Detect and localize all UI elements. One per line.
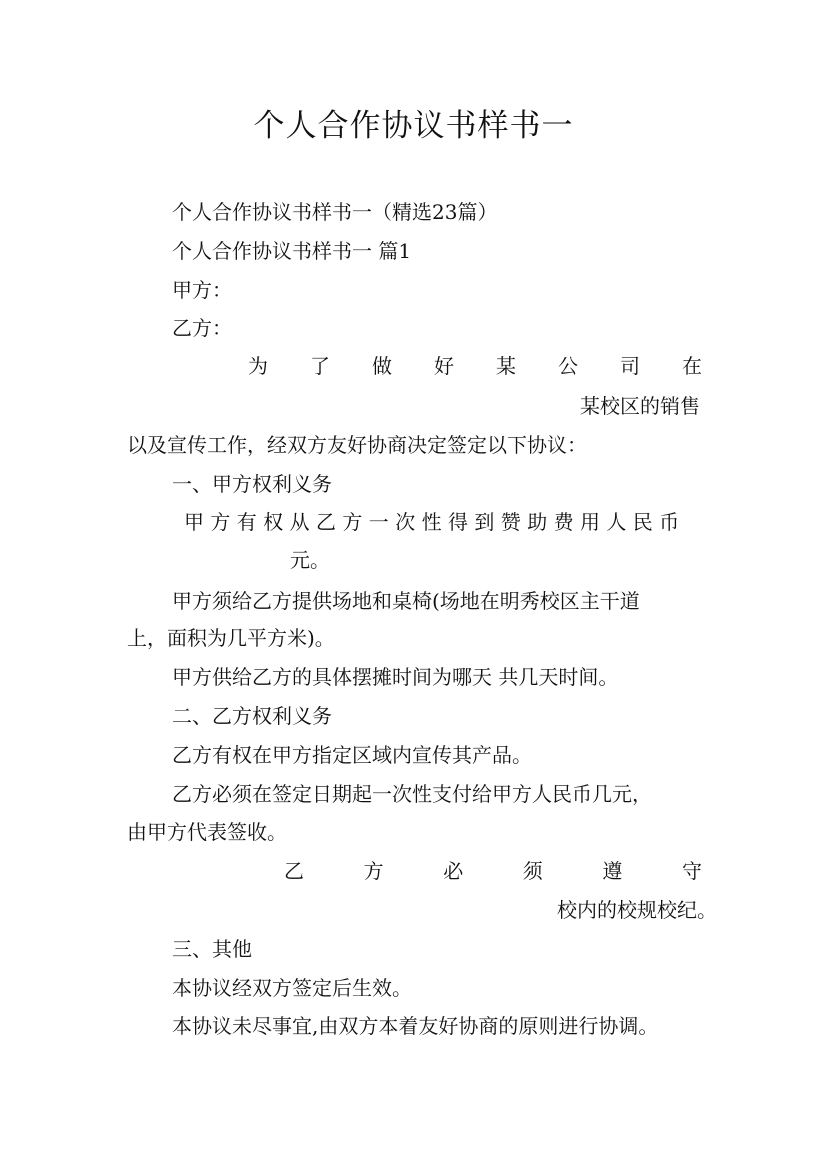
- justified-char: 遵: [602, 859, 623, 883]
- section-heading-1: 个人合作协议书样书一 篇1: [172, 239, 412, 263]
- party-b-label: 乙方：: [172, 316, 232, 340]
- justified-char: 某: [496, 354, 516, 378]
- justified-char: 好: [434, 354, 454, 378]
- justified-char: 乙: [284, 859, 304, 883]
- party-b-payment-continued: 由甲方代表签收。: [127, 820, 287, 844]
- justified-line-rules: [284, 861, 702, 881]
- rules-line-end: 校内的校规校纪。: [557, 898, 717, 922]
- party-a-schedule-line: 甲方供给乙方的具体摆摊时间为哪天 共几天时间。: [172, 665, 619, 689]
- justified-char: 做: [372, 354, 392, 378]
- justified-char: 守: [681, 859, 702, 883]
- section-heading-party-b: 二、乙方权利义务: [172, 704, 332, 728]
- party-a-sponsorship-end: 元。: [290, 548, 330, 572]
- section-heading-party-a: 一、甲方权利义务: [172, 472, 332, 496]
- subtitle-line: 个人合作协议书样书一（精选23篇）: [172, 200, 498, 224]
- party-a-label: 甲方：: [172, 278, 232, 302]
- justified-char: 必: [443, 859, 464, 883]
- justified-char: 在: [682, 354, 702, 378]
- party-a-venue-continued: 上，面积为几平方米)。: [127, 626, 335, 650]
- other-consultation-line: 本协议未尽事宜,由双方本着友好协商的原则进行协调。: [172, 1014, 659, 1038]
- party-b-promotion-line: 乙方有权在甲方指定区域内宣传其产品。: [172, 743, 532, 767]
- other-effective-line: 本协议经双方签定后生效。: [172, 976, 412, 1000]
- party-a-sponsorship-line: 甲方有权从乙方一次性得到赞助费用人民币: [184, 510, 686, 534]
- justified-char: 了: [310, 354, 330, 378]
- justified-char: 司: [620, 354, 640, 378]
- section-heading-other: 三、其他: [172, 937, 252, 961]
- purpose-line-continued: 以及宣传工作，经双方友好协商决定签定以下协议：: [127, 433, 587, 457]
- justified-char: 方: [363, 859, 384, 883]
- purpose-line-end: 某校区的销售: [580, 394, 700, 418]
- justified-char: 须: [522, 859, 543, 883]
- party-a-venue-line: 甲方须给乙方提供场地和桌椅(场地在明秀校区主干道: [172, 589, 640, 613]
- document-title: 个人合作协议书样书一: [253, 108, 574, 144]
- party-b-payment-line: 乙方必须在签定日期起一次性支付给甲方人民币几元，: [172, 782, 652, 806]
- justified-char: 为: [248, 354, 268, 378]
- justified-char: 公: [558, 354, 578, 378]
- justified-line-purpose: [248, 356, 702, 376]
